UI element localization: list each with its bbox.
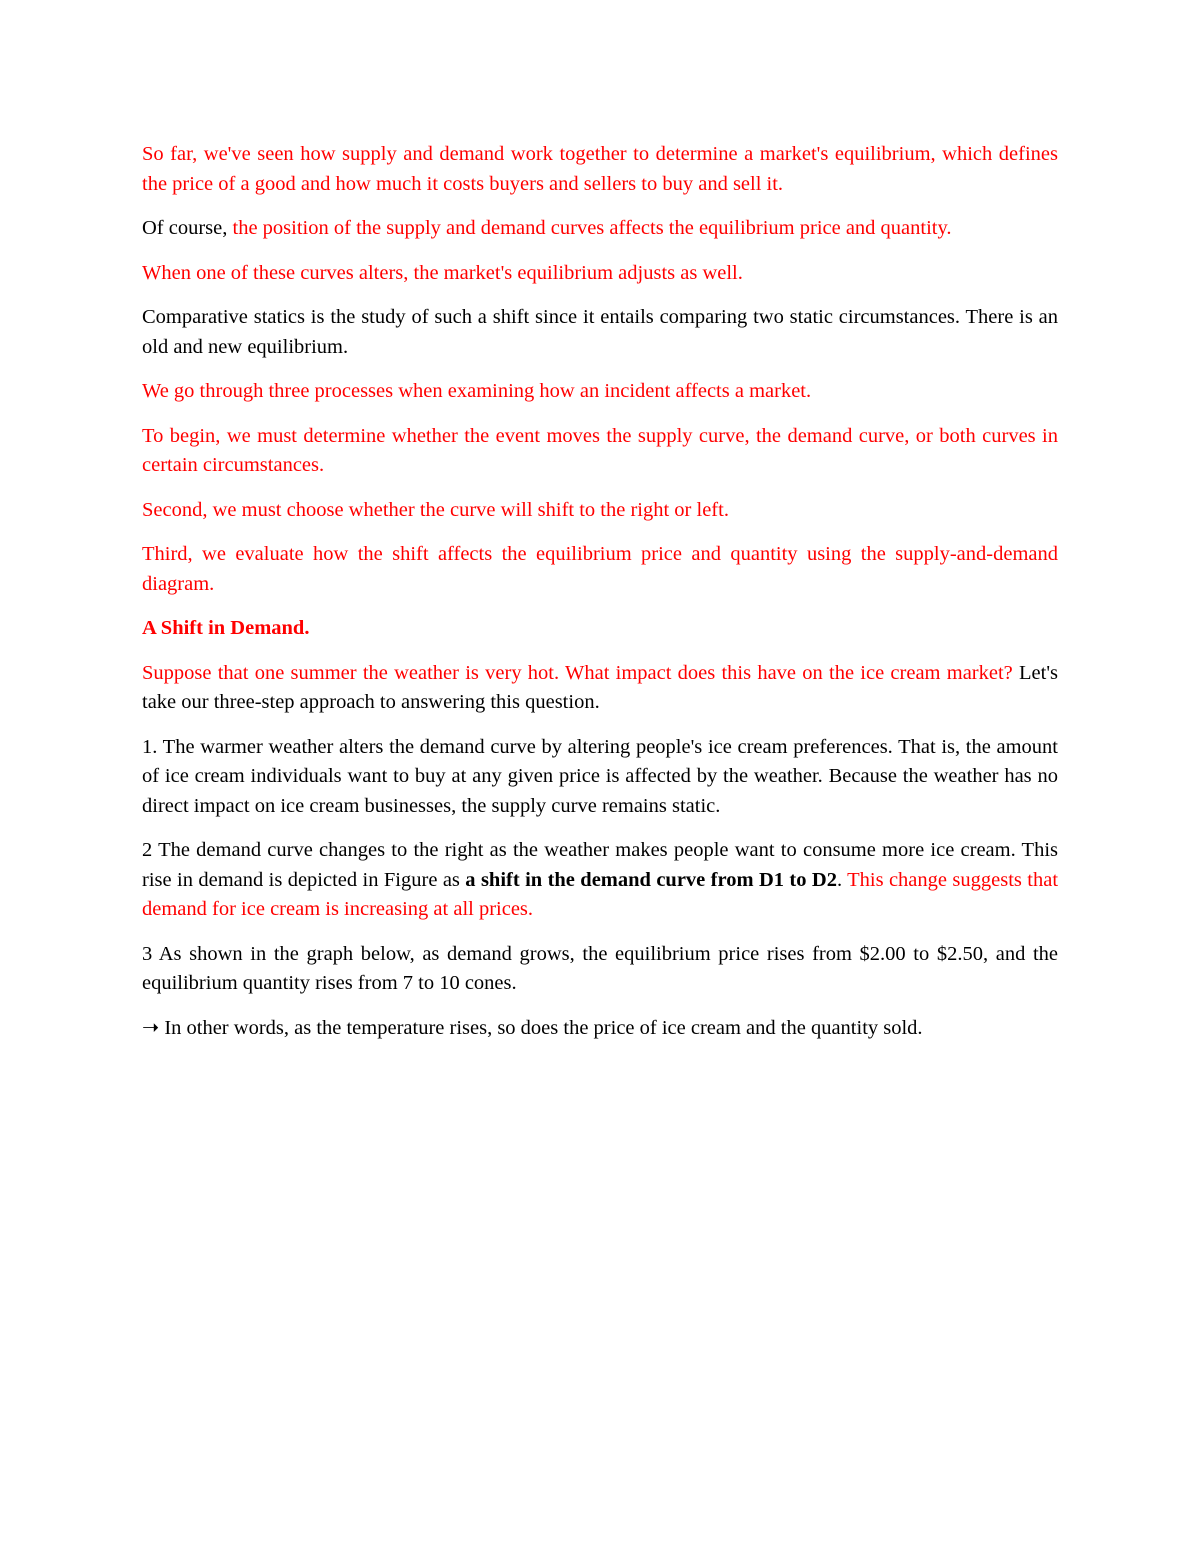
paragraph-step-three-text: Third, we evaluate how the shift affects the equilibrium price and quantity using the supply-and-demand diagram. — [142, 543, 1058, 595]
paragraph-point-2-red: This change suggests that demand for ice cream is increasing at all prices. — [142, 868, 1059, 920]
paragraph-point-3 — [142, 940, 1058, 999]
paragraph-step-one — [142, 422, 1058, 481]
section-heading — [142, 614, 1058, 644]
paragraph-point-1-text: 1. The warmer weather alters the demand curve by altering people's ice cream preferences. That is, the amount of ice cream individuals want to buy at any given price is affected by the weather. Because the weather has no direct impact on ice cream businesses, the supply curve remains static. — [142, 735, 1058, 817]
section-heading-text: A Shift in Demand. — [142, 617, 310, 639]
paragraph-point-2-bold: a shift in the demand curve from D1 to D2 — [465, 868, 837, 891]
paragraph-three-processes-text: We go through three processes when examining how an incident affects a market. — [142, 380, 812, 402]
paragraph-intro-text: So far, we've seen how supply and demand work together to determine a market's equilibrium, which defines the price of a good and how much it costs buyers and sellers to buy and sell it. — [142, 143, 1058, 195]
paragraph-point-3-text: 3 As shown in the graph below, as demand grows, the equilibrium price rises from $2.00 to $2.50, and the equilibrium quantity rises from 7 to 10 cones. — [142, 942, 1058, 994]
paragraph-equilibrium-adjusts — [142, 259, 1058, 289]
paragraph-step-three — [142, 540, 1058, 599]
paragraph-curve-position — [142, 214, 1058, 244]
paragraph-conclusion — [142, 1014, 1058, 1044]
arrow-icon: ➝ — [142, 1016, 160, 1039]
paragraph-step-one-text: To begin, we must determine whether the event moves the supply curve, the demand curve, or both curves in certain circumstances. — [142, 424, 1058, 476]
paragraph-point-2-period: . — [836, 868, 843, 891]
paragraph-step-two-text: Second, we must choose whether the curve will shift to the right or left. — [142, 498, 729, 521]
paragraph-point-2-text: 2 The demand curve changes to the right as the weather makes people want to consume more ice cream. This rise in demand is depicted in Figure as — [142, 839, 1058, 891]
paragraph-comparative-statics — [142, 303, 1058, 362]
paragraph-step-two — [142, 496, 1058, 526]
paragraph-curve-position-lead: Of course, — [142, 217, 233, 239]
paragraph-conclusion-text: In other words, as the temperature rises, so does the price of ice cream and the quantity sold. — [159, 1016, 923, 1039]
paragraph-hot-summer-approach: Let's take our three-step approach to answering this question. — [142, 661, 1058, 713]
paragraph-three-processes — [142, 377, 1058, 407]
paragraph-point-1 — [142, 733, 1058, 822]
paragraph-intro — [142, 140, 1058, 199]
paragraph-comparative-statics-text: Comparative statics is the study of such a shift since it entails comparing two static circumstances. There is an old and new equilibrium. — [142, 306, 1058, 358]
paragraph-curve-position-text: the position of the supply and demand curves affects the equilibrium price and quantity. — [232, 217, 952, 239]
paragraph-hot-summer — [142, 659, 1058, 718]
paragraph-equilibrium-adjusts-text: When one of these curves alters, the market's equilibrium adjusts as well. — [142, 261, 743, 284]
paragraph-point-2 — [142, 836, 1058, 925]
paragraph-hot-summer-question: Suppose that one summer the weather is very hot. What impact does this have on the ice cream market? — [142, 661, 1013, 684]
